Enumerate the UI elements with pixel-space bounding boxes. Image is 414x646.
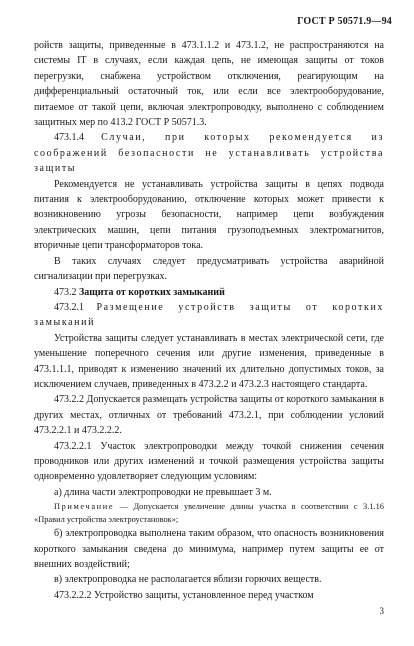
section-number: 473.2 [54, 286, 77, 298]
paragraph-heading [34, 300, 384, 331]
clause-number: 473.1.4 [54, 132, 84, 144]
paragraph: ройств защиты, приведенные в 473.1.1.2 и 473.1.2, не распространяются на системы IT в случаях, если каждая цепь, не имеющая защиты от токов перегрузки, снабжена устройством отключения, реагирующим на дифференциальный остаточный ток, или если все электрооборудование, питаемое от такой цепи, включая электропроводку, выполнено с соблюдением защитных мер по 413.2 ГОСТ Р 50571.3. [34, 40, 384, 129]
paragraph: В таких случаях следует предусматривать устройства аварийной сигнализации при перегрузках. [34, 255, 384, 283]
paragraph: 473.2.2.1 Участок электропроводки между точкой снижения сечения проводников или других изменений и точкой размещения устройства защиты одновременно удовлетворяет следующим условиям: [34, 440, 384, 483]
clause-number: 473.2.1 [54, 301, 84, 313]
list-item: а) длина части электропроводки не превышает 3 м. [54, 486, 272, 498]
paragraph: 473.2.2 Допускается размещать устройства защиты от короткого замыкания в других местах, отличных от требований 473.2.1, при соблюдении условий 473.2.2.1 и 473.2.2.2. [34, 394, 384, 437]
clause-title: Случаи, при которых рекомендуется из соображений безопасности не устанавливать устройства защиты [34, 132, 385, 175]
page-number: 3 [379, 606, 384, 616]
section-heading [34, 285, 384, 300]
section-title: Защита от коротких замыканий [79, 286, 225, 298]
document-body [34, 38, 384, 603]
note-label: Примечание [54, 502, 115, 512]
paragraph: 473.2.2.2 Устройство защиты, установленное перед участком [54, 589, 314, 601]
note-text: — Допускается увеличение длины участка в соответствии с 3.1.16 «Правил устройства электроустановок»; [34, 502, 384, 525]
paragraph: Рекомендуется не устанавливать устройства защиты в цепях подвода питания к электрооборудованию, отключение которых может привести к возникновению угрозы безопасности, например цепи возбуждения электрических машин, цепи питания грузоподъемных электромагнитов, вторичные цепи трансформаторов тока. [34, 178, 384, 252]
paragraph-heading [34, 130, 384, 176]
list-item: в) электропроводка не располагается вблизи горючих веществ. [54, 574, 322, 586]
document-header: ГОСТ Р 50571.9—94 [297, 16, 392, 27]
paragraph: Устройства защиты следует устанавливать в местах электрической сети, где уменьшение поперечного сечения или другие изменения, приведенные в 473.1.1.1, приводят к изменению значений их длительно допустимых токов, за исключением случаев, приведенных в 473.2.2 и 473.2.3 настоящего стандарта. [34, 332, 384, 390]
clause-title: Размещение устройств защиты от коротких замыканий [34, 301, 385, 329]
note [34, 500, 384, 526]
list-item: б) электропроводка выполнена таким образом, что опасность возникновения короткого замыкания сведена до минимума, например путем защиты ее от внешних воздействий; [34, 528, 384, 570]
